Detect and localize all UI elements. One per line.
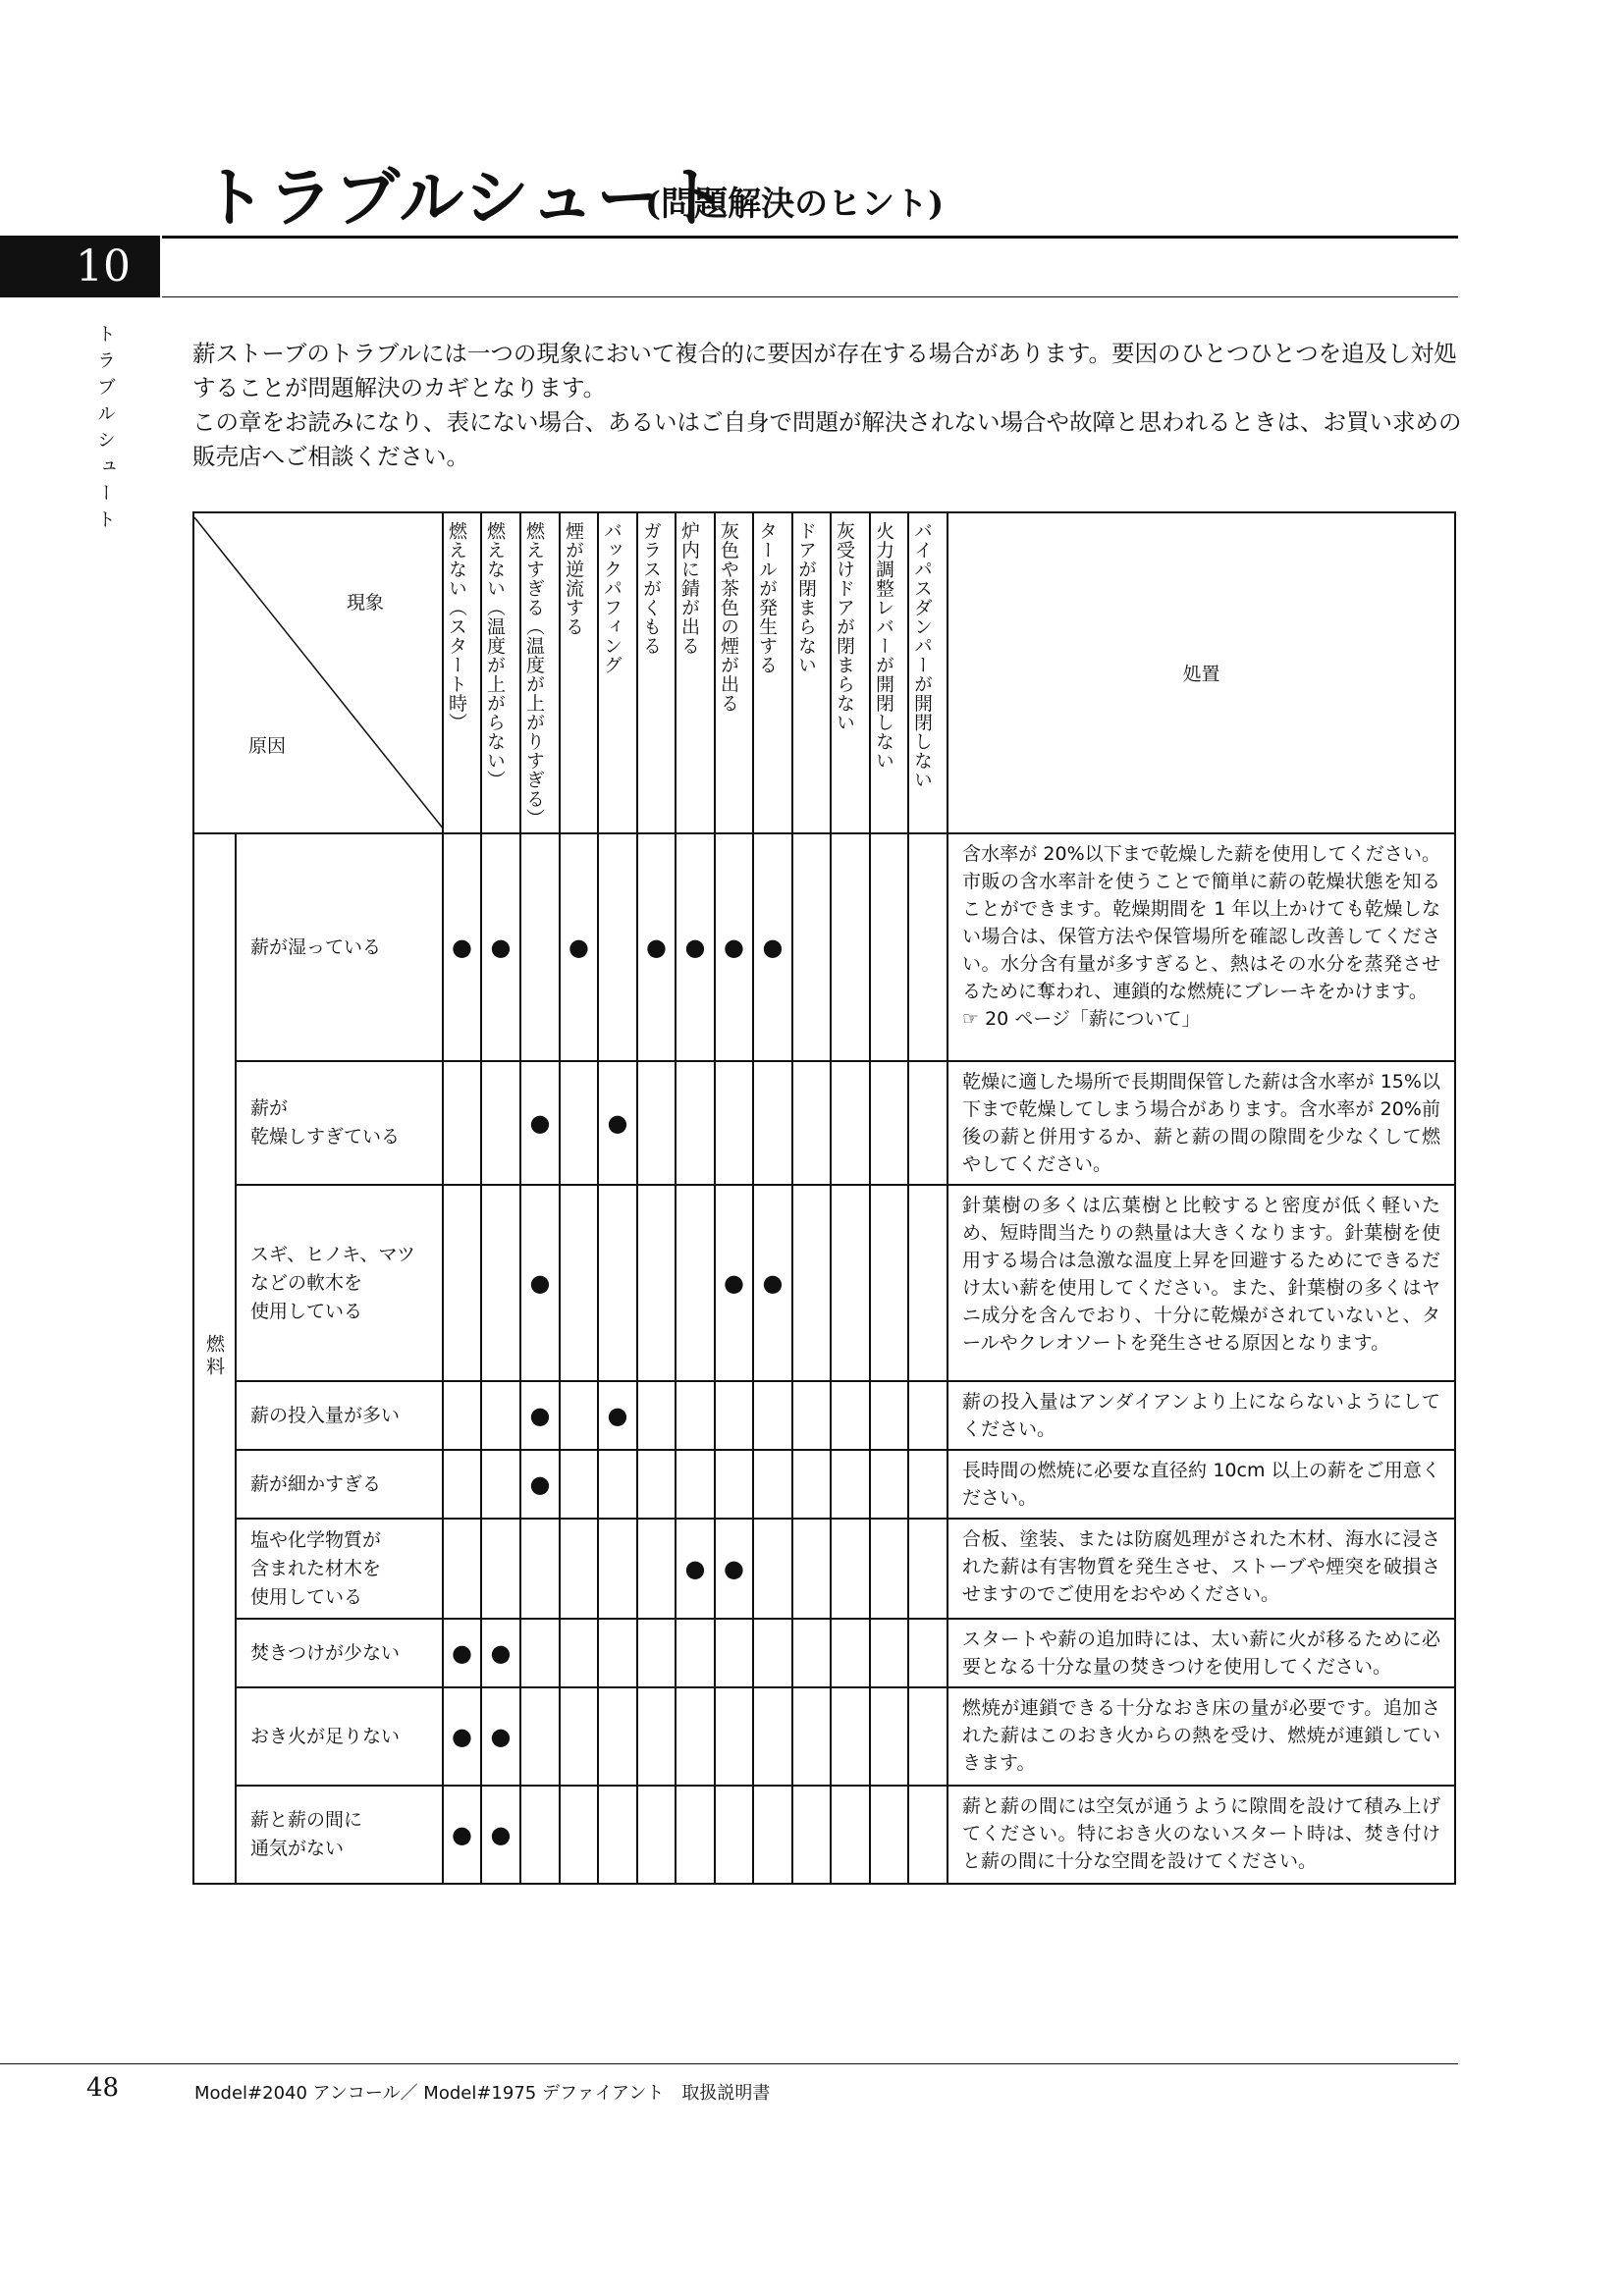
category-label: 燃料 — [203, 1333, 225, 1379]
mark-cell — [792, 1450, 831, 1519]
mark-cell — [560, 1450, 598, 1519]
mark-cell — [598, 1381, 637, 1450]
mark-cell — [676, 833, 715, 1061]
column-header: 燃えすぎる（温度が上がりすぎる） — [520, 512, 560, 833]
remedy-cell — [947, 1687, 1455, 1786]
mark-cell — [520, 1450, 560, 1519]
remedy-text: スタートや薪の追加時には、太い薪に火が移るために必要となる十分な量の焚きつけを使用してください。 — [962, 1629, 1440, 1678]
table-body — [193, 833, 1455, 1884]
mark-cell — [637, 1619, 676, 1687]
bullet-mark: ● — [490, 934, 512, 961]
bullet-mark: ● — [762, 1269, 784, 1297]
remedy-text: 針葉樹の多くは広葉樹と比較すると密度が低く軽いため、短時間当たりの熱量は大きくなります。針葉樹を使用する場合は急激な温度上昇を回避するためにできるだけ太い薪を使用してください。また、針葉樹の多くはヤニ成分を含んでおり、十分に乾燥がされていないと、タールやクレオソートを発生させる原因となります。 — [962, 1195, 1440, 1354]
mark-cell — [870, 1450, 908, 1519]
column-header: タールが発生する — [753, 512, 792, 833]
mark-cell — [792, 1786, 831, 1884]
mark-cell — [831, 1619, 870, 1687]
troubleshoot-table — [192, 511, 1456, 1885]
cause-cell: 薪が 乾燥しすぎている — [236, 1061, 443, 1185]
table-row — [193, 1450, 1455, 1519]
mark-cell — [560, 833, 598, 1061]
mark-cell — [443, 1687, 481, 1786]
mark-cell — [598, 1619, 637, 1687]
mark-cell — [443, 1061, 481, 1185]
mark-cell — [908, 833, 947, 1061]
bullet-mark: ● — [452, 1639, 472, 1667]
column-header: 火力調整レバーが開閉しない — [870, 512, 908, 833]
mark-cell — [637, 1061, 676, 1185]
mark-cell — [560, 1619, 598, 1687]
column-header: 燃えない（スタート時） — [443, 512, 481, 833]
mark-cell — [676, 1450, 715, 1519]
table-row — [193, 1381, 1455, 1450]
mark-cell — [715, 1381, 753, 1450]
bullet-mark: ● — [490, 1723, 512, 1750]
chapter-badge — [0, 236, 160, 297]
mark-cell — [676, 1381, 715, 1450]
mark-cell — [637, 1786, 676, 1884]
mark-cell — [481, 1450, 520, 1519]
mark-cell — [831, 1786, 870, 1884]
column-header: 煙が逆流する — [560, 512, 598, 833]
mark-cell — [715, 1519, 753, 1619]
mark-cell — [753, 1185, 792, 1381]
remedy-text: 薪と薪の間には空気が通うように隙間を設けて積み上げてください。特におき火のないスタート時は、焚き付けと薪の間に十分な空間を設けてください。 — [962, 1795, 1440, 1872]
mark-cell — [753, 1687, 792, 1786]
mark-cell — [443, 1185, 481, 1381]
mark-cell — [753, 833, 792, 1061]
side-chapter-label: トラブルシュート — [94, 324, 116, 536]
table-row — [193, 1061, 1455, 1185]
mark-cell — [831, 1687, 870, 1786]
remedy-text: 合板、塗装、または防腐処理がされた木材、海水に浸された薪は有害物質を発生させ、ストーブや煙突を破損させますのでご使用をおやめください。 — [962, 1528, 1440, 1605]
bullet-mark: ● — [490, 1639, 512, 1667]
intro-text — [192, 337, 1469, 474]
bullet-mark: ● — [568, 934, 589, 961]
cause-cell: 薪が湿っている — [236, 833, 443, 1061]
bullet-mark: ● — [684, 934, 706, 961]
chapter-number: 10 — [76, 241, 131, 292]
mark-cell — [443, 1450, 481, 1519]
title-rule — [162, 236, 1458, 239]
mark-cell — [831, 833, 870, 1061]
mark-cell — [870, 1381, 908, 1450]
mark-cell — [792, 1619, 831, 1687]
mark-cell — [715, 1619, 753, 1687]
mark-cell — [443, 1619, 481, 1687]
mark-cell — [908, 1687, 947, 1786]
page-title: トラブルシュート — [201, 159, 731, 236]
remedy-cell — [947, 1619, 1455, 1687]
remedy-text: 含水率が 20%以下まで乾燥した薪を使用してください。市販の含水率計を使うことで簡単に薪の乾燥状態を知ることができます。乾燥期間を 1 年以上かけても乾燥しない場合は、保管方法や保管場所を確認し改善してください。水分含有量が多すぎると、熱はその水分を蒸発させるために奪われ、連鎖的な燃焼にブレーキをかけます。 — [962, 843, 1440, 1002]
column-header: 燃えない（温度が上がらない） — [481, 512, 520, 833]
mark-cell — [715, 1786, 753, 1884]
table-row — [193, 1619, 1455, 1687]
mark-cell — [481, 1786, 520, 1884]
remedy-cell — [947, 1450, 1455, 1519]
mark-cell — [908, 1185, 947, 1381]
mark-cell — [831, 1185, 870, 1381]
cause-cell: おき火が足りない — [236, 1687, 443, 1786]
mark-cell — [870, 1185, 908, 1381]
column-header: バックパフィング — [598, 512, 637, 833]
mark-cell — [598, 1687, 637, 1786]
intro-paragraph-1: 薪ストーブのトラブルには一つの現象において複合的に要因が存在する場合があります。要因のひとつひとつを追及し対処することが問題解決のカギとなります。 — [192, 340, 1457, 401]
bullet-mark: ● — [724, 1269, 744, 1297]
mark-cell — [908, 1450, 947, 1519]
page-reference-link[interactable]: ☞ 20 ページ「薪について」 — [962, 1008, 1201, 1030]
mark-cell — [870, 1786, 908, 1884]
bullet-mark: ● — [490, 1821, 512, 1848]
mark-cell — [520, 833, 560, 1061]
mark-cell — [481, 1519, 520, 1619]
title-area — [201, 137, 1458, 236]
remedy-cell — [947, 1519, 1455, 1619]
intro-paragraph-2: この章をお読みになり、表にない場合、あるいはご自身で問題が解決されない場合や故障と思われるときは、お買い求めの販売店へご相談ください。 — [192, 408, 1462, 470]
mark-cell — [715, 1185, 753, 1381]
mark-cell — [753, 1619, 792, 1687]
mark-cell — [637, 1519, 676, 1619]
cause-cell: 薪が細かすぎる — [236, 1450, 443, 1519]
mark-cell — [520, 1519, 560, 1619]
mark-cell — [792, 1687, 831, 1786]
mark-cell — [520, 1619, 560, 1687]
bullet-mark: ● — [724, 1555, 744, 1582]
mark-cell — [598, 1185, 637, 1381]
header-rule — [162, 296, 1458, 297]
mark-cell — [520, 1687, 560, 1786]
bullet-mark: ● — [684, 1555, 706, 1582]
mark-cell — [908, 1061, 947, 1185]
mark-cell — [870, 1619, 908, 1687]
mark-cell — [753, 1061, 792, 1185]
cause-cell: 薪の投入量が多い — [236, 1381, 443, 1450]
cause-cell: スギ、ヒノキ、マツ などの軟木を 使用している — [236, 1185, 443, 1381]
remedy-cell — [947, 833, 1455, 1061]
column-header: バイパスダンパーが開閉しない — [908, 512, 947, 833]
table-row — [193, 833, 1455, 1061]
mark-cell — [481, 1381, 520, 1450]
mark-cell — [676, 1687, 715, 1786]
mark-cell — [520, 1061, 560, 1185]
remedy-text: 薪の投入量はアンダイアンより上にならないようにしてください。 — [962, 1391, 1440, 1440]
mark-cell — [637, 1450, 676, 1519]
mark-cell — [481, 1185, 520, 1381]
corner-phenomenon-label: 現象 — [347, 591, 385, 614]
mark-cell — [560, 1185, 598, 1381]
mark-cell — [443, 833, 481, 1061]
remedy-cell — [947, 1381, 1455, 1450]
remedy-cell — [947, 1786, 1455, 1884]
bullet-mark: ● — [452, 1821, 472, 1848]
mark-cell — [676, 1185, 715, 1381]
mark-cell — [753, 1381, 792, 1450]
mark-cell — [908, 1786, 947, 1884]
mark-cell — [831, 1450, 870, 1519]
column-header: ガラスがくもる — [637, 512, 676, 833]
mark-cell — [637, 1381, 676, 1450]
mark-cell — [443, 1786, 481, 1884]
mark-cell — [520, 1185, 560, 1381]
column-header: ドアが閉まらない — [792, 512, 831, 833]
mark-cell — [676, 1619, 715, 1687]
mark-cell — [481, 1061, 520, 1185]
mark-cell — [637, 833, 676, 1061]
manual-title: Model#2040 アンコール／ Model#1975 デファイアント 取扱説明書 — [194, 2083, 771, 2104]
mark-cell — [676, 1786, 715, 1884]
mark-cell — [481, 833, 520, 1061]
mark-cell — [792, 833, 831, 1061]
bullet-mark: ● — [529, 1109, 551, 1137]
mark-cell — [715, 833, 753, 1061]
category-cell — [193, 833, 236, 1884]
mark-cell — [481, 1619, 520, 1687]
bullet-mark: ● — [646, 934, 667, 961]
mark-cell — [520, 1381, 560, 1450]
page-number: 48 — [86, 2073, 120, 2103]
cause-cell: 薪と薪の間に 通気がない — [236, 1786, 443, 1884]
table-row — [193, 1687, 1455, 1786]
mark-cell — [908, 1519, 947, 1619]
mark-cell — [831, 1519, 870, 1619]
mark-cell — [560, 1381, 598, 1450]
mark-cell — [753, 1519, 792, 1619]
remedy-header: 処置 — [947, 512, 1455, 833]
cause-cell: 塩や化学物質が 含まれた材木を 使用している — [236, 1519, 443, 1619]
mark-cell — [520, 1786, 560, 1884]
remedy-text: 乾燥に適した場所で長期間保管した薪は含水率が 15%以下まで乾燥してしまう場合があります。含水率が 20%前後の薪と併用するか、薪と薪の間の隙間を少なくして燃やしてください。 — [962, 1071, 1440, 1175]
mark-cell — [676, 1061, 715, 1185]
column-header: 炉内に錆が出る — [676, 512, 715, 833]
column-header: 灰色や茶色の煙が出る — [715, 512, 753, 833]
mark-cell — [637, 1687, 676, 1786]
mark-cell — [792, 1381, 831, 1450]
mark-cell — [753, 1786, 792, 1884]
remedy-cell — [947, 1061, 1455, 1185]
corner-diagonal — [194, 517, 444, 829]
mark-cell — [908, 1619, 947, 1687]
mark-cell — [792, 1061, 831, 1185]
mark-cell — [560, 1786, 598, 1884]
mark-cell — [831, 1061, 870, 1185]
mark-cell — [598, 1519, 637, 1619]
corner-cause-label: 原因 — [248, 734, 287, 757]
table-row — [193, 1519, 1455, 1619]
table-row — [193, 1185, 1455, 1381]
bullet-mark: ● — [762, 934, 784, 961]
mark-cell — [676, 1519, 715, 1619]
mark-cell — [870, 833, 908, 1061]
remedy-text: 燃焼が連鎖できる十分なおき床の量が必要です。追加された薪はこのおき火からの熱を受け、燃焼が連鎖していきます。 — [962, 1697, 1440, 1774]
mark-cell — [792, 1519, 831, 1619]
mark-cell — [560, 1687, 598, 1786]
mark-cell — [870, 1519, 908, 1619]
mark-cell — [637, 1185, 676, 1381]
table-row — [193, 1786, 1455, 1884]
mark-cell — [598, 1786, 637, 1884]
mark-cell — [715, 1450, 753, 1519]
mark-cell — [753, 1450, 792, 1519]
bullet-mark: ● — [529, 1269, 551, 1297]
bullet-mark: ● — [724, 934, 744, 961]
remedy-cell — [947, 1185, 1455, 1381]
remedy-text: 長時間の燃焼に必要な直径約 10cm 以上の薪をご用意ください。 — [962, 1460, 1440, 1509]
mark-cell — [598, 1061, 637, 1185]
mark-cell — [481, 1687, 520, 1786]
bullet-mark: ● — [607, 1109, 628, 1137]
cause-cell: 焚きつけが少ない — [236, 1619, 443, 1687]
bullet-mark: ● — [452, 934, 472, 961]
page-subtitle: (問題解決のヒント) — [645, 185, 945, 224]
mark-cell — [598, 1450, 637, 1519]
mark-cell — [443, 1519, 481, 1619]
column-header: 灰受けドアが閉まらない — [831, 512, 870, 833]
mark-cell — [870, 1687, 908, 1786]
mark-cell — [560, 1519, 598, 1619]
mark-cell — [831, 1381, 870, 1450]
mark-cell — [598, 833, 637, 1061]
mark-cell — [908, 1381, 947, 1450]
mark-cell — [792, 1185, 831, 1381]
bullet-mark: ● — [607, 1402, 628, 1429]
corner-cell — [193, 512, 443, 833]
table-header-row — [193, 512, 1455, 833]
bullet-mark: ● — [529, 1470, 551, 1498]
mark-cell — [443, 1381, 481, 1450]
footer-rule — [0, 2063, 1458, 2064]
mark-cell — [715, 1061, 753, 1185]
bullet-mark: ● — [529, 1402, 551, 1429]
bullet-mark: ● — [452, 1723, 472, 1750]
mark-cell — [560, 1061, 598, 1185]
mark-cell — [715, 1687, 753, 1786]
mark-cell — [870, 1061, 908, 1185]
